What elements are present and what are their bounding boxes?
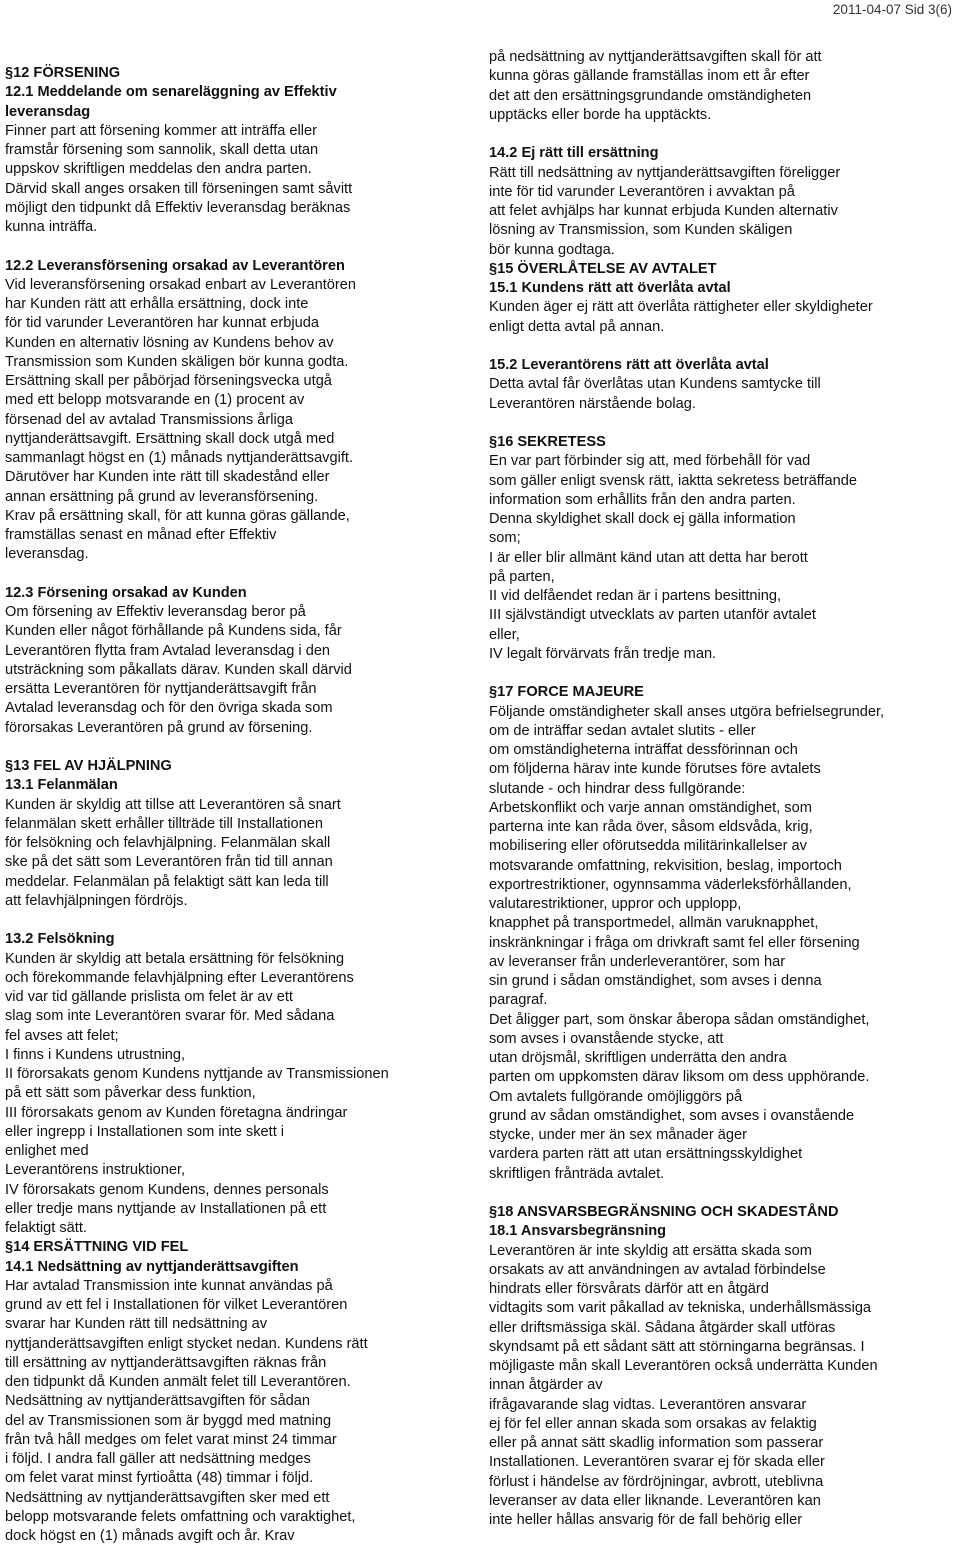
body-text-line: valutarestriktioner, uppror och upplopp,: [489, 896, 742, 912]
body-text-line: enlighet med: [5, 1143, 89, 1159]
body-text-line: del av Transmissionen som är byggd med matning: [5, 1412, 332, 1429]
body-text-line: meddelar. Felanmälan på felaktigt sätt kan leda till: [5, 873, 329, 890]
body-text-line: ej för fel eller annan skada som orsakas av felaktig: [489, 1415, 817, 1432]
body-text-line: motsvarande omfattning, rekvisition, beslag, importoch: [489, 857, 842, 874]
left-section-0: [5, 64, 465, 237]
body-text-line: i följd. I andra fall gäller att nedsättning medges: [5, 1451, 311, 1467]
body-text-line: slutande - och hindrar dess fullgörande:: [489, 780, 746, 797]
section-heading: 12.3 Försening orsakad av Kunden: [5, 584, 247, 601]
body-text-line: om omständigheterna inträffat dessförinnan och: [489, 742, 798, 758]
body-text-line: av leveranser från underleverantörer, som har: [489, 953, 786, 970]
section-heading: 14.2 Ej rätt till ersättning: [489, 145, 659, 162]
body-text-line: att felet avhjälps har kunnat erbjuda Kunden alternativ: [489, 203, 838, 219]
body-text-line: den tidpunkt då Kunden anmält felet till Leverantören.: [5, 1374, 351, 1390]
body-text-line: Detta avtal får överlåtas utan Kundens samtycke till: [489, 376, 821, 393]
body-text-line: Arbetskonflikt och varje annan omständighet, som: [489, 799, 812, 816]
body-text-line: till ersättning av nyttjanderättsavgiften räknas från: [5, 1354, 327, 1371]
body-text-line: eller tredje mans nyttjande av Installationen på ett: [5, 1200, 327, 1217]
body-text-line: eller,: [489, 626, 520, 643]
right-section-2: [489, 260, 955, 337]
body-text-line: Om försening av Effektiv leveransdag beror på: [5, 604, 306, 620]
body-text-line: inskränkningar i fråga om drivkraft samt fel eller försening: [489, 934, 860, 951]
right-section-0: [489, 48, 955, 125]
body-text-line: Om avtalets fullgörande omöjliggörs på: [489, 1088, 743, 1105]
body-text-line: kunna inträffa.: [5, 219, 98, 235]
body-text-line: leveranser av data eller liknande. Leverantören kan: [489, 1492, 821, 1509]
body-text-line: uppskov skriftligen meddelas den andra parten.: [5, 161, 312, 178]
body-text-line: på nedsättning av nyttjanderättsavgiften skall för att: [489, 49, 822, 65]
body-text-line: slag som inte Leverantören svarar för. Med sådana: [5, 1008, 335, 1025]
body-text-line: om felet varat minst fyrtioåtta (48) timmar i följd.: [5, 1470, 314, 1487]
body-text-line: hindrats eller försvårats därför att en åtgärd: [489, 1281, 769, 1297]
body-text-line: Har avtalad Transmission inte kunnat användas på: [5, 1277, 333, 1294]
body-text-line: information som erhållits från den andra parten.: [489, 491, 796, 508]
body-text-line: förlust i händelse av fördröjningar, avbrott, uteblivna: [489, 1473, 824, 1490]
body-text-line: knapphet på transportmedel, allmän varuknapphet,: [489, 915, 819, 932]
body-text-line: felanmälan skett erhåller tillträde till Installationen: [5, 815, 323, 832]
section-heading: 14.1 Nedsättning av nyttjanderättsavgiften: [5, 1258, 299, 1275]
body-text-line: bör kunna godtaga.: [489, 241, 615, 258]
section-heading: 13.2 Felsökning: [5, 931, 115, 948]
body-text-line: på parten,: [489, 568, 555, 585]
body-text-line: Kunden en alternativ lösning av Kundens behov av: [5, 334, 334, 351]
section-heading: §18 ANSVARSBEGRÄNSNING OCH SKADESTÅND: [489, 1204, 839, 1220]
body-text-line: inte heller hållas ansvarig för de fall behörig eller: [489, 1512, 803, 1528]
body-text-line: svarar har Kunden rätt till nedsättning av: [5, 1316, 268, 1333]
body-text-line: paragraf.: [489, 992, 548, 1009]
body-text-line: ifrågavarande slag vidtas. Leverantören ansvarar: [489, 1396, 807, 1413]
body-text-line: med ett belopp motsvarande en (1) procent av: [5, 392, 305, 409]
body-text-line: Krav på ersättning skall, för att kunna göras gällande,: [5, 507, 350, 524]
body-text-line: på ett sätt som påverkar dess funktion,: [5, 1085, 256, 1102]
body-text-line: IV legalt förvärvats från tredje man.: [489, 645, 717, 662]
body-text-line: Det åligger part, som önskar åberopa sådan omständighet,: [489, 1011, 870, 1028]
body-text-line: har Kunden rätt att erhålla ersättning, dock inte: [5, 296, 309, 312]
body-text-line: II förorsakats genom Kundens nyttjande av Transmissionen: [5, 1066, 389, 1082]
body-text-line: Nedsättning av nyttjanderättsavgiften sker med ett: [5, 1489, 330, 1506]
left-section-3: [5, 757, 465, 911]
body-text-line: I finns i Kundens utrustning,: [5, 1046, 186, 1063]
body-text-line: Nedsättning av nyttjanderättsavgiften för sådan: [5, 1393, 311, 1410]
body-text-line: innan åtgärder av: [489, 1377, 603, 1394]
body-text-line: försenad del av avtalad Transmissions årliga: [5, 411, 293, 428]
body-text-line: inte för tid varunder Leverantören i avvaktan på: [489, 183, 795, 200]
body-text-line: enligt detta avtal på annan.: [489, 318, 665, 335]
body-text-line: att felavhjälpningen fördröjs.: [5, 892, 188, 909]
body-text-line: och förekommande felavhjälpning efter Leverantörens: [5, 969, 354, 986]
section-heading: 13.1 Felanmälan: [5, 777, 118, 794]
body-text-line: ske på det sätt som Leverantören från tid till annan: [5, 854, 333, 871]
body-text-line: från två håll medges om felet varat minst 24 timmar: [5, 1431, 337, 1448]
section-heading: 18.1 Ansvarsbegränsning: [489, 1223, 667, 1240]
section-heading: 15.2 Leverantörens rätt att överlåta avtal: [489, 357, 769, 373]
body-text-line: ersätta Leverantören för nyttjanderättsavgift från: [5, 681, 317, 697]
body-text-line: vardera parten rätt att utan ersättningsskyldighet: [489, 1146, 803, 1163]
page-header: [833, 0, 952, 20]
body-text-line: möjligaste mån skall Leverantören också underrätta Kunden: [489, 1358, 878, 1374]
body-text-line: utan dröjsmål, skriftligen underrätta den andra: [489, 1050, 787, 1066]
body-text-line: eller på annat sätt skadlig information som passerar: [489, 1435, 824, 1451]
body-text-line: möjligt den tidpunkt då Effektiv leveransdag beräknas: [5, 199, 351, 216]
body-text-line: belopp motsvarande felets omfattning och varaktighet,: [5, 1508, 356, 1525]
right-section-6: [489, 1203, 955, 1530]
body-text-line: parten om uppkomsten därav liksom om dess upphörande.: [489, 1069, 870, 1086]
body-text-line: mobilisering eller oförutsedda militärinkallelser av: [489, 838, 807, 855]
body-text-line: Ersättning skall per påbörjad förseningsvecka utgå: [5, 373, 332, 389]
section-heading: leveransdag: [5, 103, 91, 120]
body-text-line: som avses i ovanstående stycke, att: [489, 1030, 724, 1047]
body-text-line: annan ersättning på grund av leveransförsening.: [5, 488, 319, 505]
body-text-line: kunna göras gällande framställas inom ett år efter: [489, 68, 810, 85]
right-column: [489, 48, 955, 1530]
section-heading: §17 FORCE MAJEURE: [489, 684, 644, 701]
body-text-line: grund av sådan omständighet, som avses i ovanstående: [489, 1107, 855, 1124]
right-section-4: [489, 433, 955, 664]
body-text-line: leveransdag.: [5, 546, 89, 563]
left-column: [5, 64, 465, 1546]
body-text-line: Kunden äger ej rätt att överlåta rättigheter eller skyldigheter: [489, 299, 873, 316]
body-text-line: för tid varunder Leverantören har kunnat erbjuda: [5, 315, 319, 332]
body-text-line: Transmission som Kunden skäligen bör kunna godta.: [5, 353, 349, 370]
body-text-line: sammanlagt högst en (1) månads nyttjanderättsavgift.: [5, 450, 353, 466]
body-text-line: vidtagits som varit påkallad av tekniska, underhållsmässiga: [489, 1300, 872, 1317]
body-text-line: dock högst en (1) månads avgift och år. Krav: [5, 1528, 295, 1544]
body-text-line: som gäller enligt svensk rätt, iaktta sekretess beträffande: [489, 472, 858, 489]
body-text-line: Leverantören är inte skyldig att ersätta skada som: [489, 1242, 812, 1259]
body-text-line: I är eller blir allmänt känd utan att detta har berott: [489, 549, 808, 566]
body-text-line: Installationen. Leverantören svarar ej för skada eller: [489, 1454, 825, 1471]
body-text-line: Finner part att försening kommer att inträffa eller: [5, 122, 318, 139]
left-section-2: [5, 584, 465, 738]
body-text-line: En var part förbinder sig att, med förbehåll för vad: [489, 453, 811, 470]
section-heading: §15 ÖVERLÅTELSE AV AVTALET: [489, 260, 717, 277]
body-text-line: nyttjanderättsavgift. Ersättning skall dock utgå med: [5, 430, 335, 447]
body-text-line: framstår försening som sannolik, skall detta utan: [5, 142, 319, 158]
body-text-line: Vid leveransförsening orsakad enbart av Leverantören: [5, 276, 357, 293]
section-heading: §16 SEKRETESS: [489, 434, 606, 450]
body-text-line: det att den ersättningsgrundande omständigheten: [489, 87, 812, 104]
body-text-line: skyndsamt på ett sådant sätt att störningarna begränsas. I: [489, 1338, 865, 1355]
body-text-line: lösning av Transmission, som Kunden skäligen: [489, 222, 793, 239]
body-text-line: nyttjanderättsavgiften enligt stycket nedan. Kundens rätt: [5, 1335, 368, 1352]
body-text-line: Denna skyldighet skall dock ej gälla information: [489, 511, 796, 527]
body-text-line: II vid delfåendet redan är i partens besittning,: [489, 588, 782, 604]
body-text-line: III självständigt utvecklats av parten utanför avtalet: [489, 607, 816, 624]
body-text-line: Leverantören närstående bolag.: [489, 395, 696, 412]
left-section-1: [5, 257, 465, 565]
right-section-1: [489, 144, 955, 260]
body-text-line: exportrestriktioner, ogynnsamma väderleksförhållanden,: [489, 876, 852, 893]
body-text-line: Kunden är skyldig att tillse att Leverantören så snart: [5, 796, 341, 813]
body-text-line: om följderna härav inte kunde förutses före avtalets: [489, 761, 821, 778]
body-text-line: Leverantören flytta fram Avtalad leveransdag i den: [5, 642, 331, 659]
body-text-line: stycke, under mer än sex månader äger: [489, 1127, 747, 1143]
body-text-line: skriftligen frånträda avtalet.: [489, 1165, 665, 1182]
body-text-line: grund av ett fel i Installationen för vilket Leverantören: [5, 1297, 348, 1313]
section-heading: §12 FÖRSENING: [5, 65, 121, 81]
body-text-line: eller driftsmässiga skäl. Sådana åtgärder skall utföras: [489, 1319, 836, 1336]
body-text-line: för felsökning och felavhjälpning. Felanmälan skall: [5, 835, 331, 851]
body-text-line: Rätt till nedsättning av nyttjanderättsavgiften föreligger: [489, 164, 841, 181]
left-section-4: [5, 930, 465, 1546]
body-text-line: framställas senast en månad efter Effektiv: [5, 527, 277, 543]
section-heading: 15.1 Kundens rätt att överlåta avtal: [489, 280, 731, 296]
body-text-line: IV förorsakats genom Kundens, dennes personals: [5, 1181, 329, 1198]
body-text-line: eller ingrepp i Installationen som inte skett i: [5, 1123, 285, 1140]
section-heading: §14 ERSÄTTNING VID FEL: [5, 1239, 189, 1256]
body-text-line: upptäcks eller borde ha upptäckts.: [489, 106, 712, 123]
section-heading: 12.1 Meddelande om senareläggning av Effektiv: [5, 84, 337, 101]
body-text-line: felaktigt sätt.: [5, 1220, 87, 1236]
body-text-line: Kunden eller något förhållande på Kundens sida, får: [5, 623, 342, 640]
body-text-line: Därutöver har Kunden inte rätt till skadestånd eller: [5, 469, 330, 486]
section-heading: §13 FEL AV HJÄLPNING: [5, 758, 172, 774]
body-text-line: Leverantörens instruktioner,: [5, 1162, 186, 1179]
body-text-line: Därvid skall anges orsaken till förseningen samt såvitt: [5, 180, 353, 197]
body-text-line: som;: [489, 530, 521, 547]
date-page-number: 2011-04-07 Sid 3(6): [832, 2, 952, 17]
body-text-line: sin grund i sådan omständighet, som avses i denna: [489, 973, 822, 989]
body-text-line: utsträckning som påkallats därav. Kunden skall därvid: [5, 661, 352, 678]
right-section-3: [489, 356, 955, 414]
right-section-5: [489, 683, 955, 1184]
body-text-line: vid var tid gällande prislista om felet är av ett: [5, 989, 293, 1005]
body-text-line: om de inträffar sedan avtalet slutits - eller: [489, 722, 756, 739]
section-heading: 12.2 Leveransförsening orsakad av Leverantören: [5, 257, 345, 274]
body-text-line: orsakats av att användningen av avtalad förbindelse: [489, 1261, 826, 1278]
body-text-line: Avtalad leveransdag och för den övriga skada som: [5, 700, 333, 717]
body-text-line: III förorsakats genom av Kunden företagna ändringar: [5, 1104, 348, 1121]
body-text-line: Följande omständigheter skall anses utgöra befrielsegrunder,: [489, 703, 885, 720]
body-text-line: förorsakas Leverantören på grund av försening.: [5, 719, 313, 736]
body-text-line: parterna inte kan råda över, såsom eldsvåda, krig,: [489, 819, 813, 835]
body-text-line: fel avses att felet;: [5, 1027, 119, 1044]
body-text-line: Kunden är skyldig att betala ersättning för felsökning: [5, 950, 345, 967]
